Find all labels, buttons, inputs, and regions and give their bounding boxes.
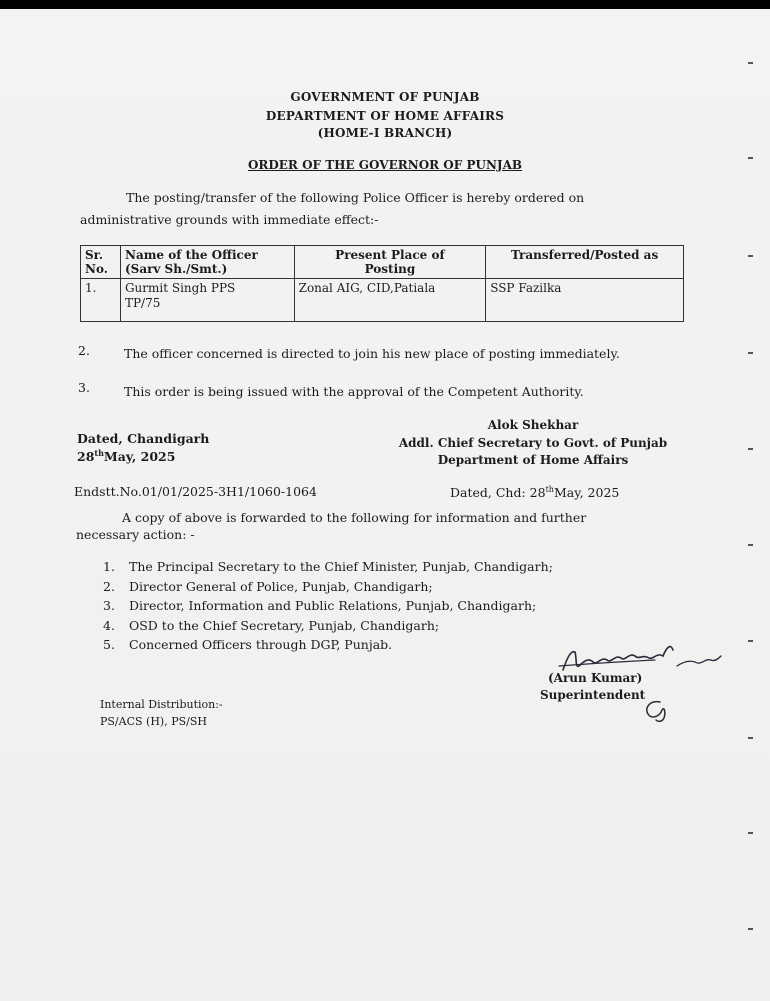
dated-day: 28 — [77, 449, 95, 465]
header-name-line1: Name of the Officer — [124, 248, 258, 262]
signatory-department: Department of Home Affairs — [437, 453, 629, 467]
copy-line-2: necessary action: - — [76, 527, 195, 542]
recipients-list — [103, 557, 553, 655]
header-branch: (HOME-I BRANCH) — [317, 126, 453, 140]
list-item-number: 5. — [103, 637, 115, 652]
order-title: ORDER OF THE GOVERNOR OF PUNJAB — [247, 158, 523, 172]
header-sr-line2: No. — [85, 262, 108, 276]
top-black-bar — [0, 0, 770, 9]
scan-mark — [748, 832, 753, 834]
scan-mark — [748, 62, 753, 64]
cell-present-posting: Zonal AIG, CID,Patiala — [294, 279, 486, 322]
header-transferred: Transferred/Posted as — [486, 246, 684, 279]
officer-name-line1: Gurmit Singh PPS — [124, 281, 236, 295]
scan-mark — [748, 157, 753, 159]
list-item-number: 4. — [103, 617, 115, 633]
header-officer-name — [120, 246, 294, 279]
header-department: DEPARTMENT OF HOME AFFAIRS — [265, 109, 505, 123]
list-item — [103, 616, 553, 636]
scan-mark — [748, 352, 753, 354]
scan-mark — [748, 737, 753, 739]
header-present-posting — [294, 246, 486, 279]
header-sr-line1: Sr. — [85, 248, 104, 262]
list-item-text: Concerned Officers through DGP, Punjab. — [129, 637, 393, 652]
table-row — [81, 279, 684, 322]
header-present-line2: Posting — [364, 262, 416, 276]
list-item-text: OSD to the Chief Secretary, Punjab, Chandigarh; — [129, 617, 440, 633]
list-item — [103, 557, 553, 577]
header-name-line2: (Sarv Sh./Smt.) — [124, 262, 228, 276]
scan-mark — [748, 928, 753, 930]
signatory-designation: Addl. Chief Secretary to Govt. of Punjab — [398, 436, 668, 450]
endorsement-date — [450, 485, 619, 500]
endorsement-number: Endstt.No.01/01/2025-3H1/1060-1064 — [74, 484, 317, 499]
scan-mark — [748, 640, 753, 642]
list-item-number: 3. — [103, 598, 115, 613]
list-item-number: 2. — [103, 578, 115, 594]
officer-name-line2: TP/75 — [124, 296, 161, 310]
endorsement-date-suffix: th — [545, 485, 554, 494]
copy-line-1: A copy of above is forwarded to the following for information and further — [122, 510, 587, 525]
internal-distribution-label: Internal Distribution:- — [100, 698, 223, 711]
superintendent-name: (Arun Kumar) — [548, 671, 643, 685]
internal-distribution-value: PS/ACS (H), PS/SH — [100, 715, 207, 728]
point-2-number: 2. — [78, 343, 90, 358]
dated-rest: May, 2025 — [103, 449, 176, 465]
list-item — [103, 635, 553, 655]
point-2-text: The officer concerned is directed to join his new place of posting immediately. — [124, 346, 620, 361]
initials-mark — [640, 698, 670, 724]
list-item-number: 1. — [103, 559, 115, 574]
cell-officer-name — [120, 279, 294, 322]
point-3-number: 3. — [78, 380, 90, 395]
header-present-line1: Present Place of — [335, 248, 445, 262]
intro-line-1: The posting/transfer of the following Police Officer is hereby ordered on — [126, 190, 585, 205]
scan-mark — [748, 544, 753, 546]
dated-date — [77, 448, 175, 464]
dated-place: Dated, Chandigarh — [77, 431, 210, 446]
endorsement-date-prefix: Dated, Chd: 28 — [450, 485, 546, 501]
table-header-row — [81, 246, 684, 279]
superintendent-designation: Superintendent — [540, 688, 646, 702]
scan-mark — [748, 448, 753, 450]
list-item — [103, 596, 553, 616]
header-government: GOVERNMENT OF PUNJAB — [290, 90, 480, 104]
posting-table — [80, 245, 684, 322]
dated-suffix: th — [94, 448, 104, 458]
intro-line-2: administrative grounds with immediate effect:- — [80, 212, 379, 227]
scan-mark — [748, 255, 753, 257]
list-item — [103, 577, 553, 597]
signatory-name: Alok Shekhar — [487, 418, 579, 432]
list-item-text: Director, Information and Public Relations, Punjab, Chandigarh; — [129, 598, 537, 613]
point-3-text: This order is being issued with the approval of the Competent Authority. — [124, 384, 584, 399]
list-item-text: The Principal Secretary to the Chief Minister, Punjab, Chandigarh; — [129, 559, 553, 574]
header-sr-no — [81, 246, 121, 279]
cell-transferred: SSP Fazilka — [486, 279, 684, 322]
endorsement-date-rest: May, 2025 — [553, 485, 620, 501]
list-item-text: Director General of Police, Punjab, Chandigarh; — [129, 578, 433, 594]
cell-sr: 1. — [81, 279, 121, 322]
